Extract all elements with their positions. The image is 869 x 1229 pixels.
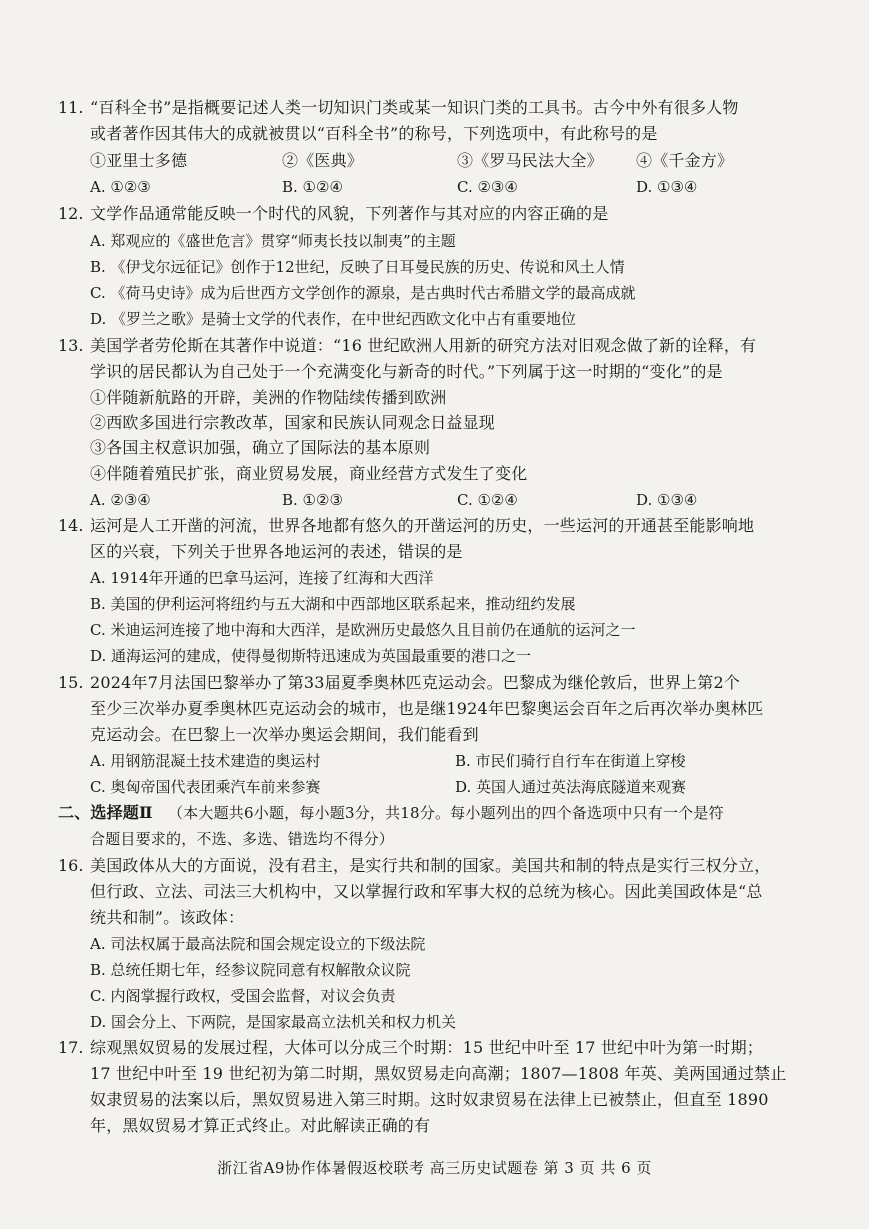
q16-option-c: C. 内阁掌握行政权，受国会监督，对议会负责 bbox=[90, 987, 396, 1005]
q15-option-d: D. 英国人通过英法海底隧道来观赛 bbox=[455, 778, 687, 796]
q13-option-b: B. ①②③ bbox=[282, 491, 343, 509]
q13-item: ④伴随着殖民扩张，商业贸易发展，商业经营方式发生了变化 bbox=[90, 464, 528, 483]
q14-option-b: B. 美国的伊利运河将纽约与五大湖和中西部地区联系起来，推动纽约发展 bbox=[90, 595, 576, 613]
q12-number: 12. bbox=[58, 204, 84, 223]
q12-option-d: D. 《罗兰之歌》是骑士文学的代表作，在中世纪西欧文化中占有重要地位 bbox=[90, 310, 577, 328]
q12-stem-line1: 文学作品通常能反映一个时代的风貌，下列著作与其对应的内容正确的是 bbox=[90, 204, 609, 223]
q11-option-c: C. ②③④ bbox=[457, 178, 518, 196]
q11-number: 11. bbox=[58, 98, 84, 117]
q17-stem-line4: 年，黑奴贸易才算正式终止。对此解读正确的有 bbox=[90, 1116, 431, 1135]
q14-option-c: C. 米迪运河连接了地中海和大西洋，是欧洲历史最悠久且目前仍在通航的运河之一 bbox=[90, 621, 636, 639]
q13-item: ②西欧多国进行宗教改革，国家和民族认同观念日益显现 bbox=[90, 413, 496, 432]
q16-number: 16. bbox=[58, 856, 84, 875]
q11-stem-line2: 或者著作因其伟大的成就被贯以“百科全书”的称号，下列选项中，有此称号的是 bbox=[90, 124, 658, 143]
q13-item: ①伴随新航路的开辟，美洲的作物陆续传播到欧洲 bbox=[90, 388, 447, 407]
q17-stem-line3: 奴隶贸易的法案以后，黑奴贸易进入第三时期。这时奴隶贸易在法律上已被禁止，但直至 1890 bbox=[90, 1090, 769, 1109]
q13-option-c: C. ①②④ bbox=[457, 491, 518, 509]
q15-option-c: C. 奥匈帝国代表团乘汽车前来参赛 bbox=[90, 778, 321, 796]
q14-stem-line2: 区的兴衰，下列关于世界各地运河的表述，错误的是 bbox=[90, 542, 463, 561]
q15-option-a: A. 用钢筋混凝土技术建造的奥运村 bbox=[90, 752, 321, 770]
q16-option-b: B. 总统任期七年，经参议院同意有权解散众议院 bbox=[90, 961, 411, 979]
q13-number: 13. bbox=[58, 336, 84, 355]
q13-option-d: D. ①③④ bbox=[636, 491, 698, 509]
q15-stem-line3: 克运动会。在巴黎上一次举办奥运会期间，我们能看到 bbox=[90, 725, 479, 744]
q13-option-a: A. ②③④ bbox=[90, 491, 151, 509]
q12-option-b: B. 《伊戈尔远征记》创作于12世纪，反映了日耳曼民族的历史、传说和风土人情 bbox=[90, 258, 625, 276]
q17-number: 17. bbox=[58, 1038, 84, 1057]
q11-item: ③《罗马民法大全》 bbox=[457, 151, 603, 170]
q11-item: ②《医典》 bbox=[282, 151, 364, 170]
q16-stem-line2: 但行政、立法、司法三大机构中，又以掌握行政和军事大权的总统为核心。因此美国政体是“总 bbox=[90, 882, 763, 901]
q15-option-b: B. 市民们骑行自行车在街道上穿梭 bbox=[455, 752, 686, 770]
q13-stem-line1: 美国学者劳伦斯在其著作中说道：“16 世纪欧洲人用新的研究方法对旧观念做了新的诠释，有 bbox=[90, 336, 757, 355]
q11-option-a: A. ①②③ bbox=[90, 178, 151, 196]
q11-item: ④《千金方》 bbox=[636, 151, 734, 170]
page-footer: 浙江省A9协作体暑假返校联考 高三历史试题卷 第 3 页 共 6 页 bbox=[217, 1159, 652, 1177]
q14-option-a: A. 1914年开通的巴拿马运河，连接了红海和大西洋 bbox=[90, 569, 434, 587]
section2-desc-line2: 合题目要求的，不选、多选、错选均不得分） bbox=[90, 830, 395, 848]
q17-stem-line1: 综观黑奴贸易的发展过程，大体可以分成三个时期：15 世纪中叶至 17 世纪中叶为第一时期； bbox=[90, 1038, 763, 1057]
q15-number: 15. bbox=[58, 673, 84, 692]
q14-stem-line1: 运河是人工开凿的河流，世界各地都有悠久的开凿运河的历史，一些运河的开通甚至能影响地 bbox=[90, 516, 755, 535]
section2-desc-line1: （本大题共6小题，每小题3分，共18分。每小题列出的四个备选项中只有一个是符 bbox=[168, 804, 724, 822]
q16-stem-line1: 美国政体从大的方面说，没有君主，是实行共和制的国家。美国共和制的特点是实行三权分立， bbox=[90, 856, 771, 875]
q11-stem-line1: “百科全书”是指概要记述人类一切知识门类或某一知识门类的工具书。古今中外有很多人物 bbox=[90, 98, 739, 117]
q17-stem-line2: 17 世纪中叶至 19 世纪初为第二时期，黑奴贸易走向高潮；1807—1808 年英、美两国通过禁止 bbox=[90, 1064, 787, 1083]
q16-option-d: D. 国会分上、下两院，是国家最高立法机关和权力机关 bbox=[90, 1013, 457, 1031]
q13-item: ③各国主权意识加强，确立了国际法的基本原则 bbox=[90, 438, 431, 457]
q15-stem-line1: 2024年7月法国巴黎举办了第33届夏季奥林匹克运动会。巴黎成为继伦敦后，世界上第2个 bbox=[90, 673, 741, 692]
q14-number: 14. bbox=[58, 516, 84, 535]
q16-option-a: A. 司法权属于最高法院和国会规定设立的下级法院 bbox=[90, 935, 426, 953]
q13-stem-line2: 学识的居民都认为自己处于一个充满变化与新奇的时代。”下列属于这一时期的“变化”的是 bbox=[90, 362, 723, 381]
q11-option-d: D. ①③④ bbox=[636, 178, 698, 196]
q11-option-b: B. ①②④ bbox=[282, 178, 343, 196]
q12-option-a: A. 郑观应的《盛世危言》贯穿“师夷长技以制夷”的主题 bbox=[90, 232, 456, 250]
q14-option-d: D. 通海运河的建成，使得曼彻斯特迅速成为英国最重要的港口之一 bbox=[90, 647, 532, 665]
q15-stem-line2: 至少三次举办夏季奥林匹克运动会的城市，也是继1924年巴黎奥运会百年之后再次举办奥林匹 bbox=[90, 699, 764, 718]
q16-stem-line3: 统共和制”。该政体： bbox=[90, 908, 245, 927]
section2-title: 二、选择题Ⅱ bbox=[58, 803, 153, 822]
q12-option-c: C. 《荷马史诗》成为后世西方文学创作的源泉，是古典时代古希腊文学的最高成就 bbox=[90, 284, 636, 302]
q11-item: ①亚里士多德 bbox=[90, 151, 188, 170]
